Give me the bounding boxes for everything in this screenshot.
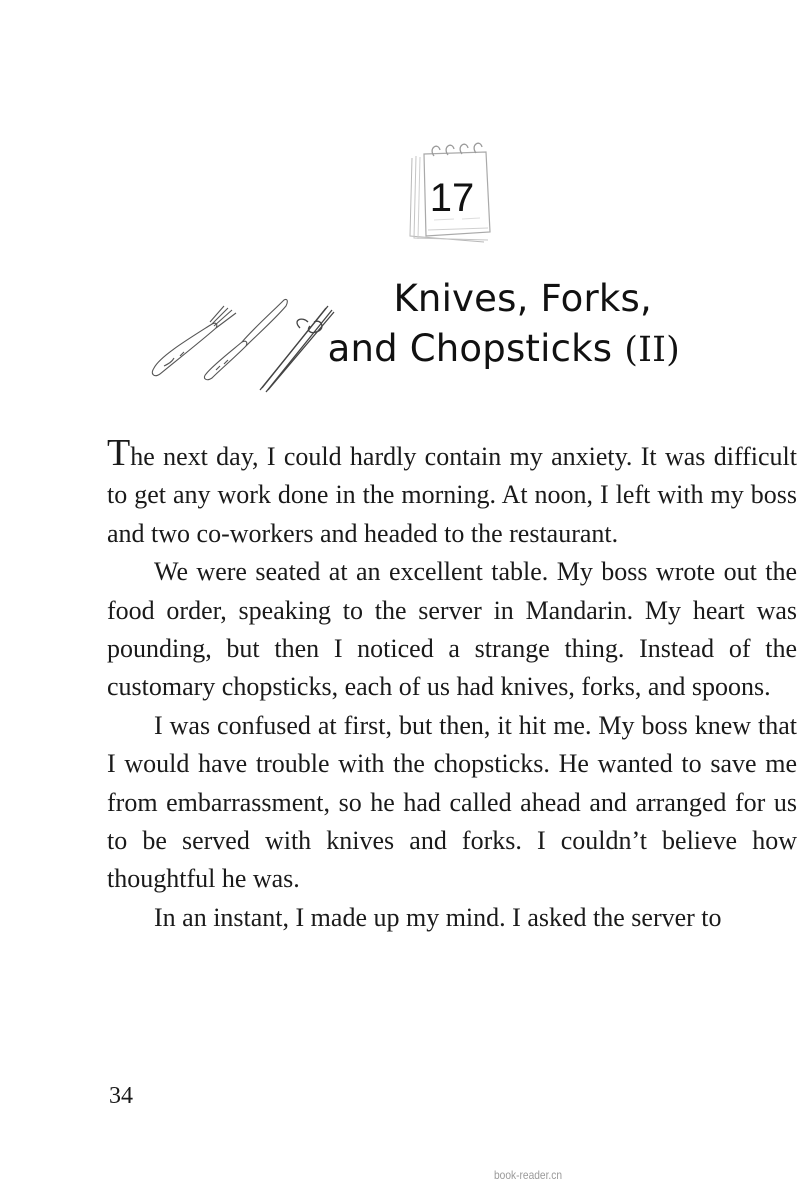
page-number: 34: [109, 1083, 133, 1109]
chapter-body: [107, 432, 797, 937]
drop-cap: T: [107, 432, 131, 474]
chapter-title-line-1: Knives, Forks,: [393, 277, 652, 320]
paragraph: We were seated at an excellent table. My boss wrote out the food order, speaking to the server in Mandarin. My heart was pounding, but then I noticed a strange thing. Instead of the customary chopsticks, each of us had knives, forks, and spoons.: [107, 557, 797, 702]
chapter-title-text: and Chopsticks: [327, 327, 625, 370]
watermark: book-reader.cn: [494, 1168, 563, 1182]
chapter-title-line-2: [300, 324, 680, 375]
paragraph: I was confused at first, but then, it hit me. My boss knew that I would have trouble with the chopsticks. He wanted to save me from embarrassment, so he had called ahead and arranged for us to be served with knives and forks. I couldn’t believe how thoughtful he was.: [107, 710, 797, 894]
chapter-number-badge: [404, 140, 500, 250]
chapter-title: [300, 274, 680, 375]
paragraph-text: he next day, I could hardly contain my anxiety. It was difficult to get any work done in the morning. At noon, I left with my boss and two co-workers and headed to the restaurant.: [107, 442, 797, 548]
paragraph: In an instant, I made up my mind. I asked the server to: [154, 902, 722, 932]
chapter-part-number: (II): [624, 330, 680, 370]
paragraph: [107, 432, 797, 553]
chapter-number: 17: [429, 176, 475, 220]
